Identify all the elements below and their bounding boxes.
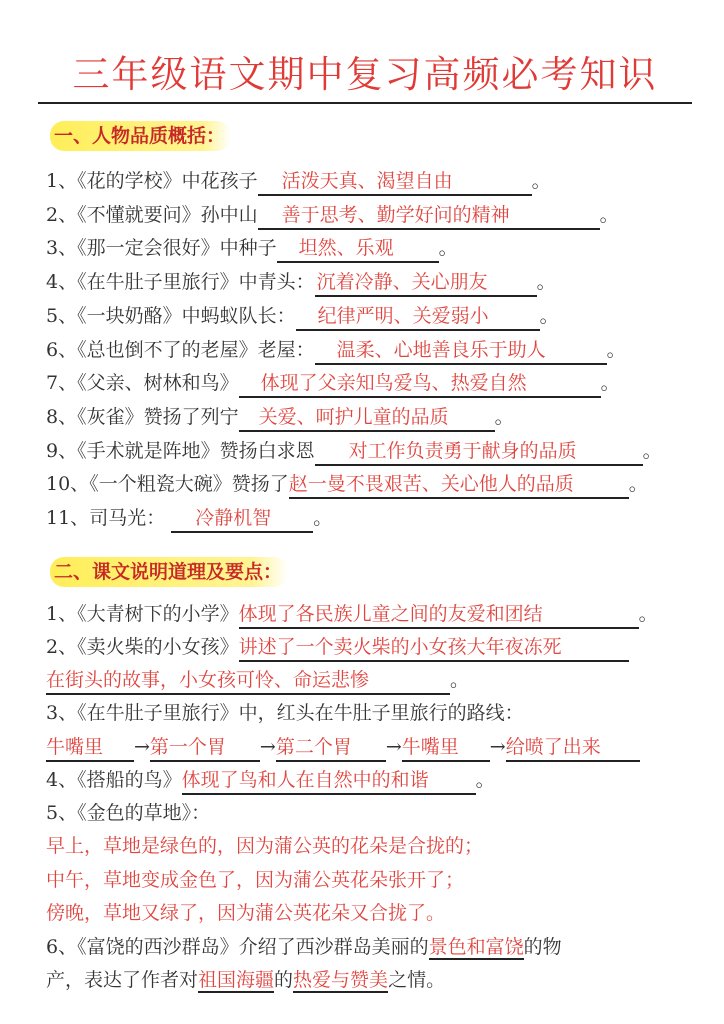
item-number: 4、 — [46, 271, 78, 293]
answer-blank: 体现了父亲知鸟爱鸟、热爱自然 — [239, 370, 601, 398]
item-stem: 《花的学校》中花孩子 — [77, 170, 258, 192]
section-heading-character-traits: 一、人物品质概括： — [50, 121, 231, 151]
answer-blank: 坦然、乐观 — [277, 235, 439, 263]
list-item — [46, 697, 524, 729]
item-stem: 《总也倒不了的老屋》老屋： — [77, 339, 315, 361]
list-item — [46, 598, 658, 630]
item-number: 11、 — [46, 507, 90, 529]
page-title: 三年级语文期中复习高频必考知识 — [72, 53, 658, 96]
answer-blank: 体现了鸟和人在自然中的和谐 — [182, 767, 476, 795]
item-number: 9、 — [46, 440, 78, 462]
answer-blank: 关爱、呵护儿童的品质 — [239, 404, 495, 432]
arrow-icon: → — [385, 736, 402, 758]
answer-line: 早上，草地是绿色的，因为蒲公英的花朵是合拢的； — [46, 835, 484, 857]
item-stem: 《灰雀》赞扬了列宁 — [77, 406, 239, 428]
answer-blank: 沉着冷静、关心朋友 — [315, 269, 537, 297]
item-end: 。 — [628, 473, 648, 495]
list-item — [46, 367, 620, 399]
answer-line: 傍晚，草地又绿了，因为蒲公英花朵又合拢了。 — [46, 902, 446, 924]
answer-blank: 冷静机智 — [171, 505, 313, 533]
list-item — [46, 931, 562, 963]
item-stem: 1、《大青树下的小学》 — [46, 603, 239, 625]
item-number: 8、 — [46, 406, 78, 428]
list-item — [46, 797, 210, 829]
list-item — [46, 764, 495, 796]
route-line — [46, 731, 640, 763]
answer-blank: 在街头的故事，小女孩可怜、命运悲惨 — [46, 667, 450, 695]
list-item — [46, 401, 514, 433]
route-stop: 牛嘴里 — [402, 734, 490, 762]
answer-line: 中午，草地变成金色了，因为蒲公英花朵张开了； — [46, 869, 465, 891]
list-item — [46, 165, 551, 197]
item-end: 。 — [450, 669, 470, 691]
arrow-icon: → — [259, 736, 276, 758]
route-stop: 牛嘴里 — [46, 734, 134, 762]
list-item — [46, 232, 458, 264]
title-divider — [38, 102, 692, 104]
list-item — [46, 199, 619, 231]
list-item — [46, 468, 648, 500]
item-number: 3、 — [46, 237, 78, 259]
list-item — [46, 435, 662, 467]
item-stem: 2、《卖火柴的小女孩》 — [46, 636, 239, 658]
highlight-answer: 热爱与赞美 — [293, 969, 389, 991]
item-stem: 《那一定会很好》中种子 — [77, 237, 277, 259]
arrow-icon: → — [489, 736, 506, 758]
item-end: 。 — [599, 204, 619, 226]
section-heading-lesson-points: 二、课文说明道理及要点： — [50, 557, 288, 587]
answer-blank: 对工作负责勇于献身的品质 — [315, 438, 643, 466]
list-item-continuation — [46, 964, 445, 996]
answer-blank: 体现了各民族儿童之间的友爱和团结 — [239, 601, 639, 629]
list-item-continuation — [46, 664, 469, 696]
list-item — [46, 300, 559, 332]
item-end: 。 — [539, 305, 559, 327]
item-number: 5、 — [46, 305, 78, 327]
answer-blank: 讲述了一个卖火柴的小女孩大年夜冻死 — [239, 634, 629, 662]
item-end: 。 — [494, 406, 514, 428]
item-stem: 6、《富饶的西沙群岛》介绍了西沙群岛美丽的 — [46, 936, 429, 958]
item-stem: 3、《在牛肚子里旅行》中，红头在牛肚子里旅行的路线： — [46, 702, 524, 724]
route-stop: 给喷了出来 — [506, 734, 640, 762]
item-stem: 《在牛肚子里旅行》中青头： — [77, 271, 315, 293]
item-text: 之情。 — [388, 969, 446, 991]
list-item — [46, 266, 556, 298]
item-number: 1、 — [46, 170, 78, 192]
list-item — [46, 631, 629, 663]
item-stem: 《父亲、树林和鸟》 — [77, 372, 239, 394]
list-item — [46, 334, 626, 366]
item-end: 。 — [642, 440, 662, 462]
item-end: 。 — [438, 237, 458, 259]
item-stem: 4、《搭船的鸟》 — [46, 769, 182, 791]
item-text: 的 — [274, 969, 294, 991]
answer-blank: 纪律严明、关爱弱小 — [296, 303, 540, 331]
item-end: 。 — [606, 339, 626, 361]
item-number: 10、 — [46, 473, 90, 495]
item-stem: 《不懂就要问》孙中山 — [77, 204, 258, 226]
item-stem: 司马光： — [89, 507, 166, 529]
route-stop: 第一个胃 — [150, 734, 260, 762]
item-end: 。 — [475, 769, 495, 791]
list-item — [46, 502, 332, 534]
item-stem: 5、《金色的草地》： — [46, 802, 211, 824]
item-end: 。 — [313, 507, 333, 529]
item-number: 7、 — [46, 372, 78, 394]
answer-blank: 赵一曼不畏艰苦、关心他人的品质 — [289, 471, 629, 499]
item-end: 。 — [638, 603, 658, 625]
answer-blank: 活泼天真、渴望自由 — [258, 168, 532, 196]
item-end: 。 — [536, 271, 556, 293]
highlight-answer: 景色和富饶 — [428, 936, 524, 958]
item-number: 6、 — [46, 339, 78, 361]
answer-blank: 温柔、心地善良乐于助人 — [315, 337, 607, 365]
item-stem: 《一块奶酪》中蚂蚁队长： — [77, 305, 296, 327]
highlight-answer: 祖国海疆 — [198, 969, 275, 991]
item-text: 的物 — [523, 936, 562, 958]
arrow-icon: → — [134, 736, 150, 758]
item-end: 。 — [531, 170, 551, 192]
item-text: 产，表达了作者对 — [46, 969, 199, 991]
item-stem: 《手术就是阵地》赞扬白求恩 — [77, 440, 315, 462]
route-stop: 第二个胃 — [276, 734, 386, 762]
item-stem: 《一个粗瓷大碗》赞扬了 — [89, 473, 289, 495]
item-end: 。 — [600, 372, 620, 394]
answer-blank: 善于思考、勤学好问的精神 — [258, 202, 600, 230]
item-number: 2、 — [46, 204, 78, 226]
